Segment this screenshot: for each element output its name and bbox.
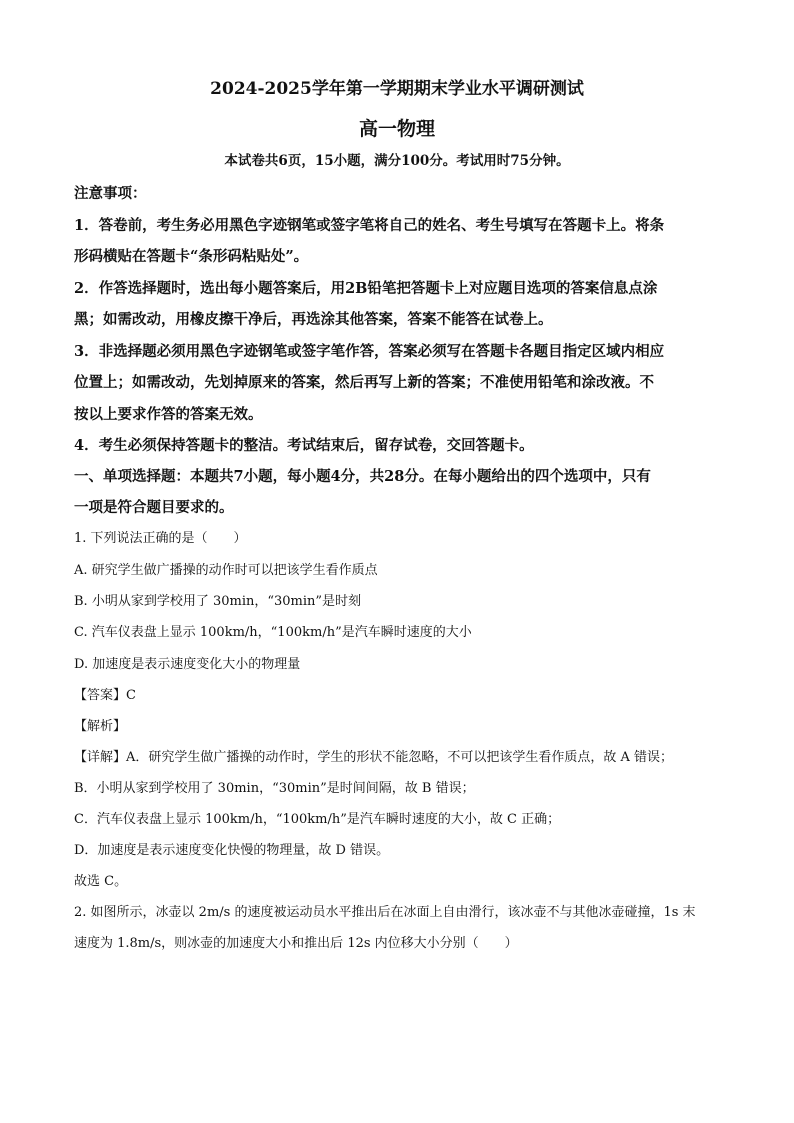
answer-label: 【答案】C: [74, 688, 136, 703]
notice-line: 1．答卷前，考生务必用黑色字迹钢笔或签字笔将自己的姓名、考生号填写在答题卡上。将条: [74, 217, 665, 234]
explanation-line: D．加速度是表示速度变化快慢的物理量，故 D 错误。: [74, 843, 390, 858]
analysis-label: 【解析】: [74, 719, 127, 734]
question-2-stem-cont: 速度为 1.8m/s，则冰壶的加速度大小和推出后 12s 内位移大小分别（ ）: [74, 936, 518, 951]
exam-title: 2024-2025学年第一学期期末学业水平调研测试: [210, 79, 584, 99]
question-1-option-c: C. 汽车仪表盘上显示 100km/h，“100km/h”是汽车瞬时速度的大小: [74, 625, 472, 640]
question-1-option-a: A. 研究学生做广播操的动作时可以把该学生看作质点: [74, 563, 378, 578]
question-1-option-b: B. 小明从家到学校用了 30min，“30min”是时刻: [74, 594, 362, 609]
question-2-stem: 2. 如图所示，冰壶以 2m/s 的速度被运动员水平推出后在冰面上自由滑行，该冰壶不与其他冰壶碰撞，1s 末: [74, 905, 696, 920]
explanation-line: 【详解】A．研究学生做广播操的动作时，学生的形状不能忽略，不可以把该学生看作质点，故 A 错误；: [74, 750, 674, 765]
notice-line: 按以上要求作答的答案无效。: [74, 406, 263, 423]
notice-line: 3．非选择题必须用黑色字迹钢笔或签字笔作答，答案必须写在答题卡各题目指定区域内相应: [74, 343, 665, 360]
notice-line: 位置上；如需改动，先划掉原来的答案，然后再写上新的答案；不准使用铅笔和涂改液。不: [74, 374, 654, 391]
explanation-line: C．汽车仪表盘上显示 100km/h，“100km/h”是汽车瞬时速度的大小，故 C 正确；: [74, 812, 561, 827]
explanation-line: B．小明从家到学校用了 30min，“30min”是时间间隔，故 B 错误；: [74, 781, 475, 796]
notice-heading: 注意事项：: [74, 185, 147, 202]
question-1-stem: 1. 下列说法正确的是（ ）: [74, 531, 247, 546]
explanation-line: 故选 C。: [74, 874, 128, 889]
section-heading: 一、单项选择题：本题共7小题，每小题4分，共28分。在每小题给出的四个选项中，只有: [74, 468, 651, 485]
subject-title: 高一物理: [358, 118, 435, 140]
notice-line: 2．作答选择题时，选出每小题答案后，用2B铅笔把答题卡上对应题目选项的答案信息点涂: [74, 280, 658, 297]
section-heading-cont: 一项是符合题目要求的。: [74, 499, 234, 516]
notice-line: 黑；如需改动，用橡皮擦干净后，再选涂其他答案，答案不能答在试卷上。: [74, 311, 553, 328]
notice-line: 4．考生必须保持答题卡的整洁。考试结束后，留存试卷，交回答题卡。: [74, 437, 534, 454]
question-1-option-d: D. 加速度是表示速度变化大小的物理量: [74, 657, 301, 672]
notice-line: 形码横贴在答题卡“条形码粘贴处”。: [74, 248, 309, 265]
exam-info: 本试卷共6页，15小题，满分100分。考试用时75分钟。: [224, 153, 570, 169]
